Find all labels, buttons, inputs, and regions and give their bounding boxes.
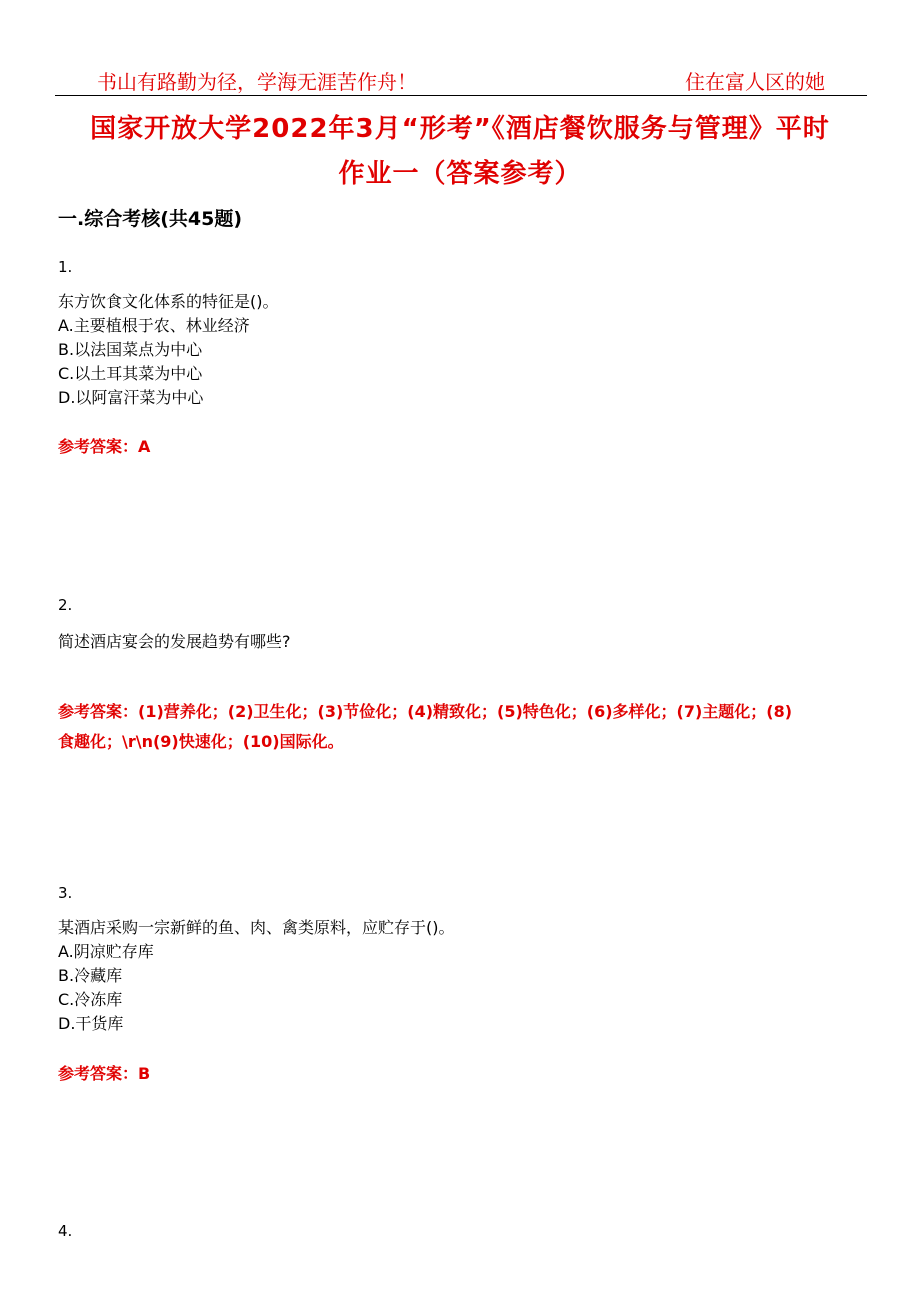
question-number: 1. — [58, 258, 73, 276]
option-c: C.以土耳其菜为中心 — [58, 364, 203, 383]
answer — [58, 697, 878, 757]
option-a: A.主要植根于农、林业经济 — [58, 316, 250, 335]
question-text: 某酒店采购一宗新鲜的鱼、肉、禽类原料，应贮存于()。 — [58, 918, 455, 937]
answer: 参考答案：B — [58, 1064, 151, 1083]
answer-line-1: 参考答案：(1)营养化；(2)卫生化；(3)节俭化；(4)精致化；(5)特色化；(6)多样化；(7)主题化；(8) — [58, 702, 793, 721]
question-text: 简述酒店宴会的发展趋势有哪些? — [58, 632, 291, 651]
document-title-line-1: 国家开放大学2022年3月“形考”《酒店餐饮服务与管理》平时 — [90, 114, 830, 144]
answer: 参考答案：A — [58, 437, 151, 456]
question-block — [58, 290, 279, 410]
question-number: 3. — [58, 884, 73, 902]
option-c: C.冷冻库 — [58, 990, 123, 1009]
section-heading: 一.综合考核(共45题) — [58, 208, 243, 230]
header-author: 住在富人区的她 — [685, 70, 825, 94]
answer-line-2: 食趣化；\r\n(9)快速化；(10)国际化。 — [58, 732, 344, 751]
question-number: 2. — [58, 596, 73, 614]
option-b: B.冷藏库 — [58, 966, 123, 985]
header-motto: 书山有路勤为径，学海无涯苦作舟！ — [97, 70, 417, 94]
question-number: 4. — [58, 1222, 73, 1240]
option-a: A.阴凉贮存库 — [58, 942, 154, 961]
option-d: D.干货库 — [58, 1014, 124, 1033]
option-b: B.以法国菜点为中心 — [58, 340, 203, 359]
header-divider — [55, 95, 867, 96]
question-text: 东方饮食文化体系的特征是()。 — [58, 292, 279, 311]
option-d: D.以阿富汗菜为中心 — [58, 388, 204, 407]
question-block — [58, 916, 455, 1036]
document-title-line-2: 作业一（答案参考） — [338, 159, 582, 189]
